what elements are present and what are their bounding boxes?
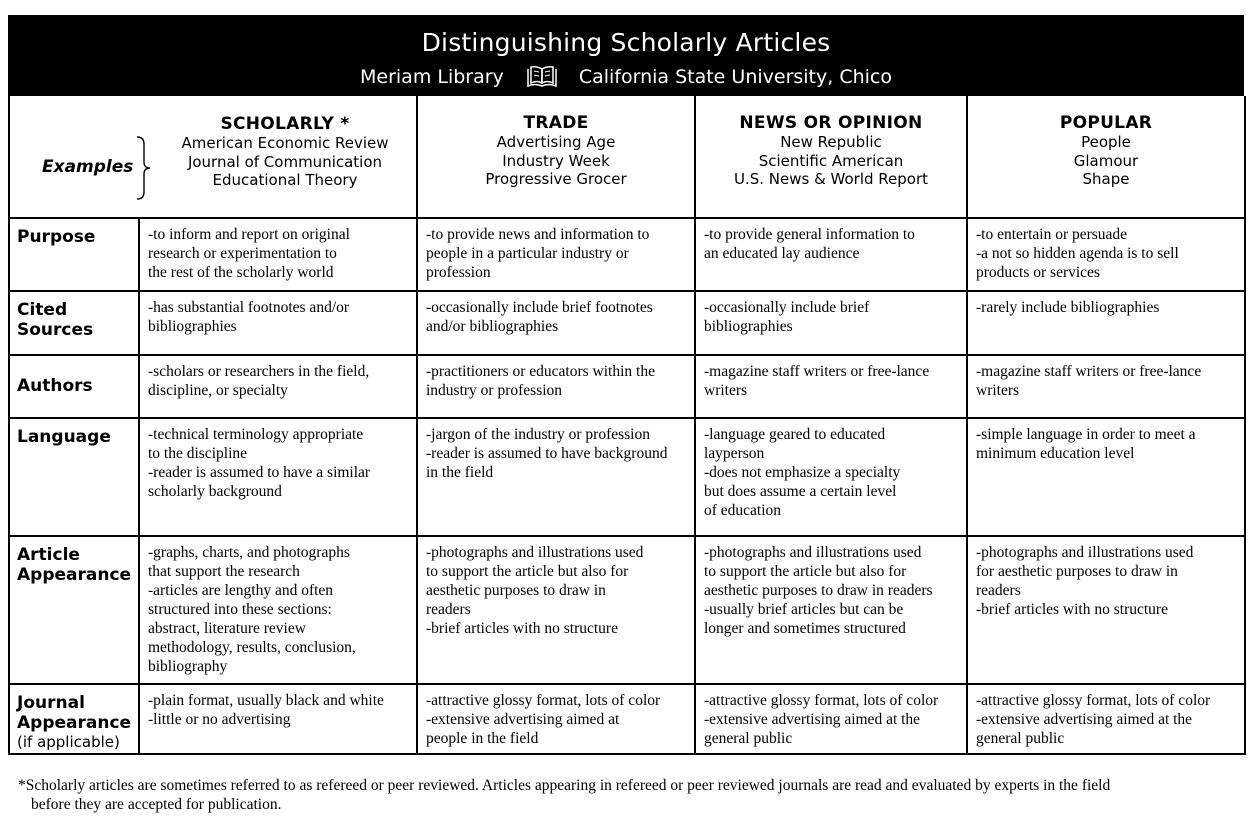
table-row bbox=[9, 536, 1245, 684]
row-label-journal-appearance bbox=[9, 684, 139, 754]
examples-label: Examples bbox=[42, 157, 134, 177]
table-row bbox=[9, 291, 1245, 355]
curly-brace-icon bbox=[135, 136, 153, 200]
footnote-line: *Scholarly articles are sometimes referred to as refereed or peer reviewed. Articles appearing in refereed or peer reviewed journals are read and evaluated by experts in the field bbox=[18, 777, 1111, 794]
table-cell: -to provide news and information to people in a particular industry or profession bbox=[417, 218, 695, 291]
table-cell: -jargon of the industry or profession -reader is assumed to have background in the field bbox=[417, 418, 695, 536]
type-name: TRADE bbox=[523, 113, 589, 133]
row-label-purpose: Purpose bbox=[9, 218, 139, 291]
footnote bbox=[18, 776, 1238, 814]
table-cell: -attractive glossy format, lots of color -extensive advertising aimed at people in the field bbox=[417, 684, 695, 754]
type-header-scholarly bbox=[170, 114, 400, 190]
example-title: Glamour bbox=[1073, 151, 1139, 170]
table-cell: -to inform and report on original research or experimentation to the rest of the scholarly world bbox=[139, 218, 417, 291]
table-cell: -plain format, usually black and white -little or no advertising bbox=[139, 684, 417, 754]
table-cell: -practitioners or educators within the industry or profession bbox=[417, 355, 695, 418]
table-cell: -photographs and illustrations used to support the article but also for aesthetic purposes to draw in readers -brief articles with no structure bbox=[417, 536, 695, 684]
table-cell: -occasionally include brief footnotes and/or bibliographies bbox=[417, 291, 695, 355]
row-sublabel: (if applicable) bbox=[17, 733, 120, 751]
table-cell: -to provide general information to an educated lay audience bbox=[695, 218, 967, 291]
example-title: U.S. News & World Report bbox=[733, 170, 929, 188]
row-label-authors: Authors bbox=[9, 355, 139, 418]
banner-subtitle bbox=[10, 65, 1242, 89]
type-header-news-opinion bbox=[695, 96, 967, 218]
table-cell: -graphs, charts, and photographs that support the research -articles are lengthy and often structured into these sections: abstract, literature review methodology, results, conclusion, bibliography bbox=[139, 536, 417, 684]
row-label-article-appearance: Article Appearance bbox=[9, 536, 139, 684]
example-title: Progressive Grocer bbox=[485, 170, 627, 188]
example-title: New Republic bbox=[780, 133, 882, 151]
type-name: NEWS OR OPINION bbox=[739, 113, 923, 133]
example-title: Shape bbox=[1082, 170, 1130, 188]
page-title: Distinguishing Scholarly Articles bbox=[421, 28, 831, 57]
example-title: Advertising Age bbox=[496, 133, 616, 151]
open-book-icon bbox=[526, 65, 558, 89]
header-row bbox=[9, 96, 1245, 218]
table-row bbox=[9, 355, 1245, 418]
example-title: Industry Week bbox=[502, 151, 610, 170]
type-header-trade bbox=[417, 96, 695, 218]
table-cell: -has substantial footnotes and/or bibliographies bbox=[139, 291, 417, 355]
library-name: Meriam Library bbox=[360, 66, 504, 88]
example-title: American Economic Review bbox=[181, 134, 389, 152]
table-cell: -simple language in order to meet a minimum education level bbox=[967, 418, 1245, 536]
type-header-popular bbox=[967, 96, 1245, 218]
row-label-text: Journal Appearance bbox=[17, 693, 132, 733]
table-cell: -attractive glossy format, lots of color -extensive advertising aimed at the general public bbox=[967, 684, 1245, 754]
table-cell: -photographs and illustrations used to support the article but also for aesthetic purposes to draw in readers -usually brief articles but can be longer and sometimes structured bbox=[695, 536, 967, 684]
table-cell: -language geared to educated layperson -does not emphasize a specialty but does assume a certain level of education bbox=[695, 418, 967, 536]
row-label-cited-sources: Cited Sources bbox=[9, 291, 139, 355]
example-title: Scientific American bbox=[758, 151, 904, 170]
table-row bbox=[9, 218, 1245, 291]
scholarly-header-cell bbox=[9, 96, 417, 218]
university-name: California State University, Chico bbox=[578, 66, 892, 88]
table-cell: -photographs and illustrations used for aesthetic purposes to draw in readers -brief articles with no structure bbox=[967, 536, 1245, 684]
table-cell: -rarely include bibliographies bbox=[967, 291, 1245, 355]
type-name: SCHOLARLY * bbox=[220, 114, 350, 134]
comparison-table bbox=[8, 96, 1246, 755]
table-cell: -scholars or researchers in the field, discipline, or specialty bbox=[139, 355, 417, 418]
example-title: Educational Theory bbox=[212, 171, 358, 189]
footnote-line: before they are accepted for publication. bbox=[31, 796, 282, 813]
row-label-language: Language bbox=[9, 418, 139, 536]
table-cell: -attractive glossy format, lots of color -extensive advertising aimed at the general public bbox=[695, 684, 967, 754]
example-title: Journal of Communication bbox=[187, 152, 383, 171]
comparison-sheet bbox=[8, 15, 1244, 755]
table-cell: -to entertain or persuade -a not so hidden agenda is to sell products or services bbox=[967, 218, 1245, 291]
table-cell: -occasionally include brief bibliographies bbox=[695, 291, 967, 355]
table-row bbox=[9, 418, 1245, 536]
title-banner bbox=[8, 15, 1244, 96]
table-cell: -technical terminology appropriate to the discipline -reader is assumed to have a similar scholarly background bbox=[139, 418, 417, 536]
table-cell: -magazine staff writers or free-lance writers bbox=[967, 355, 1245, 418]
type-name: POPULAR bbox=[1059, 113, 1153, 133]
example-title: People bbox=[1081, 133, 1131, 151]
table-row bbox=[9, 684, 1245, 754]
table-cell: -magazine staff writers or free-lance writers bbox=[695, 355, 967, 418]
